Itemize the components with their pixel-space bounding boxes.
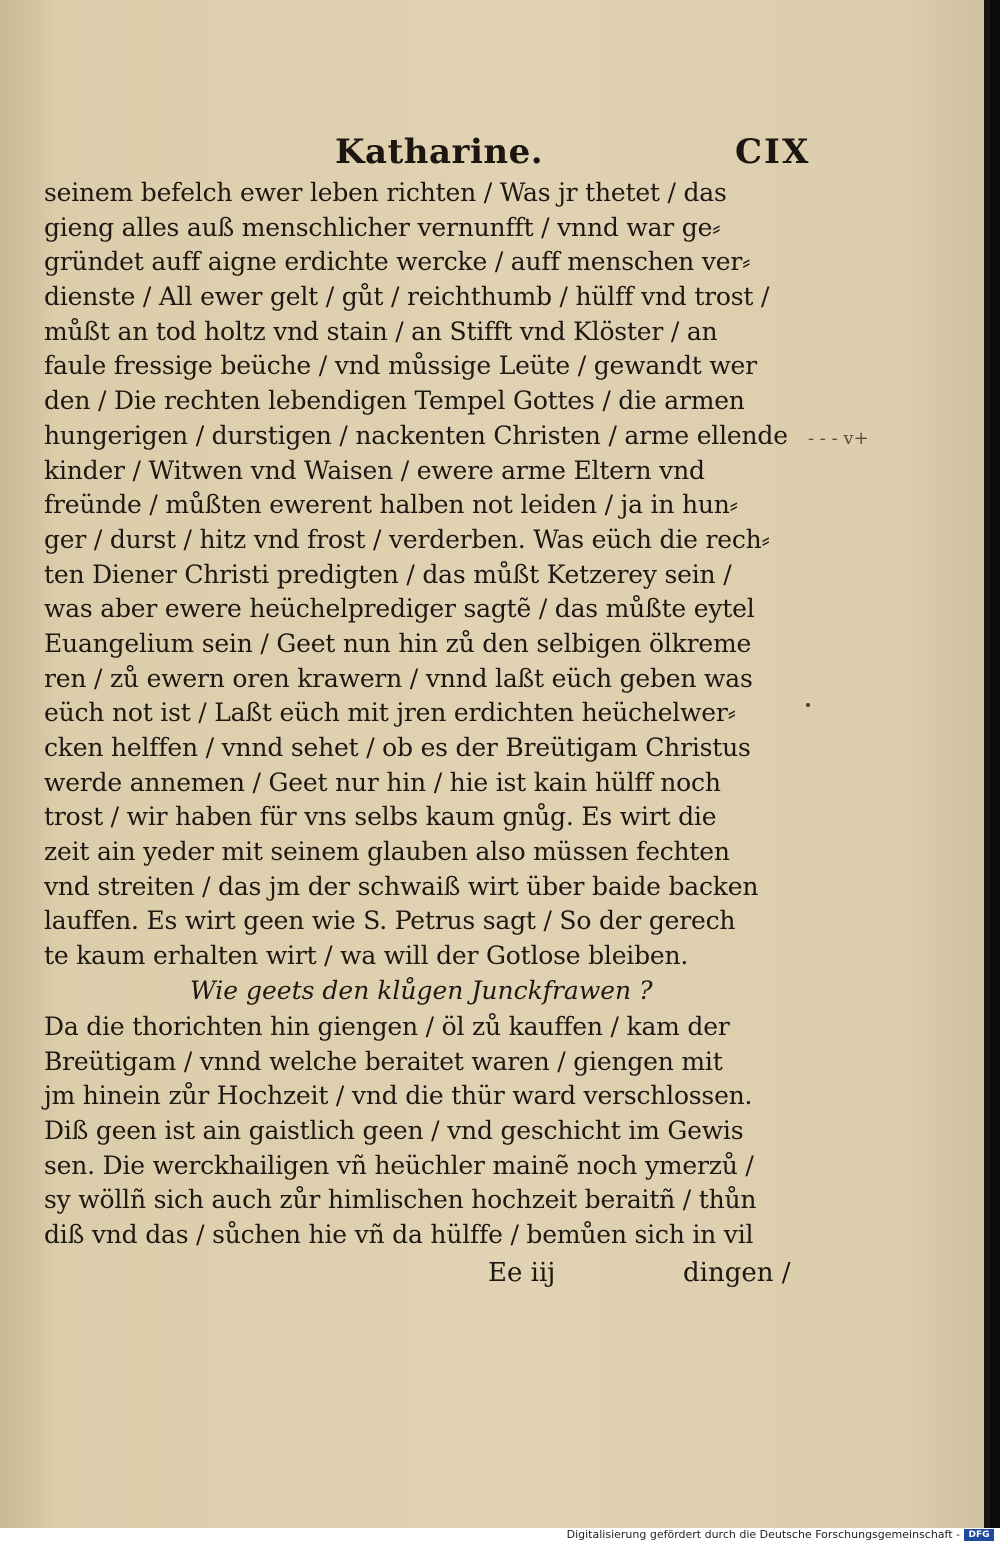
body-text	[44, 176, 804, 974]
marginal-annotation: - - - v+	[808, 428, 869, 449]
text-line: Breütigam / vnnd welche beraitet waren / giengen mit	[44, 1046, 723, 1076]
dfg-logo: DFG	[964, 1529, 994, 1541]
text-line: ger / durst / hitz vnd frost / verderben. Was eüch die rech⸗	[44, 524, 770, 554]
text-line: lauffen. Es wirt geen wie S. Petrus sagt / So der gerech	[44, 906, 736, 936]
text-line: Da die thorichten hin giengen / öl zů kauffen / kam der	[44, 1012, 730, 1041]
text-line: Diß geen ist ain gaistlich geen / vnd geschicht im Gewis	[44, 1116, 744, 1146]
text-line: sen. Die werckhailigen vñ heüchler mainẽ noch ymerzů /	[44, 1150, 754, 1180]
text-line: sy wöllñ sich auch zůr himlischen hochzeit beraitñ / thůn	[44, 1185, 757, 1215]
text-line: diß vnd das / sůchen hie vñ da hülffe / bemůen sich in vil	[44, 1220, 754, 1250]
text-line: ren / zů ewern oren krawern / vnnd laßt eüch geben was	[44, 663, 753, 693]
text-line: den / Die rechten lebendigen Tempel Gottes / die armen	[44, 386, 745, 416]
text-line: cken helffen / vnnd sehet / ob es der Breütigam Christus	[44, 733, 751, 762]
running-head: Katharine.	[335, 132, 544, 172]
folio-number: CIX	[735, 132, 811, 172]
footer-credit: Digitalisierung gefördert durch die Deutsche Forschungsgemeinschaft -	[566, 1528, 960, 1541]
text-line: freünde / můßten ewerent halben not leiden / ja in hun⸗	[44, 490, 738, 520]
signature-mark: Ee iij	[488, 1258, 556, 1288]
text-line: gieng alles auß menschlicher vernunfft / vnnd war ge⸗	[44, 212, 721, 242]
text-line: gründet auff aigne erdichte wercke / auff menschen ver⸗	[44, 247, 751, 277]
text-line: ten Diener Christi predigten / das můßt Ketzerey sein /	[44, 559, 732, 589]
text-line: werde annemen / Geet nur hin / hie ist kain hülff noch	[44, 767, 721, 797]
text-line: kinder / Witwen vnd Waisen / ewere arme Eltern vnd	[44, 455, 705, 485]
margin-dot	[806, 703, 810, 707]
text-line: seinem befelch ewer leben richten / Was jr thetet / das	[44, 178, 727, 207]
text-line: eüch not ist / Laßt eüch mit jren erdichten heüchelwer⸗	[44, 698, 736, 728]
page-foot	[0, 1258, 990, 1298]
catchword: dingen /	[683, 1258, 791, 1288]
text-line: hungerigen / durstigen / nackenten Christen / arme ellende	[44, 420, 788, 450]
text-line: was aber ewere heüchelprediger sagtẽ / das můßte eytel	[44, 594, 755, 624]
text-line: můßt an tod holtz vnd stain / an Stifft vnd Klöster / an	[44, 316, 718, 346]
text-line: dienste / All ewer gelt / gůt / reichthumb / hülff vnd trost /	[44, 282, 770, 312]
text-line: zeit ain yeder mit seinem glauben also müssen fechten	[44, 837, 730, 867]
text-line: faule fressige beüche / vnd můssige Leüte / gewandt wer	[44, 351, 757, 381]
body-text-continued	[44, 1010, 804, 1253]
text-line: vnd streiten / das jm der schwaiß wirt über baide backen	[44, 871, 759, 901]
footer-bar	[0, 1528, 1000, 1542]
text-line: jm hinein zůr Hochzeit / vnd die thür ward verschlossen.	[44, 1081, 753, 1111]
section-heading: Wie geets den klůgen Junckfrawen ?	[190, 976, 653, 1005]
text-line: te kaum erhalten wirt / wa will der Gotlose bleiben.	[44, 941, 689, 971]
text-line: trost / wir haben für vns selbs kaum gnůg. Es wirt die	[44, 802, 717, 832]
text-line: Euangelium sein / Geet nun hin zů den selbigen ölkreme	[44, 628, 752, 658]
